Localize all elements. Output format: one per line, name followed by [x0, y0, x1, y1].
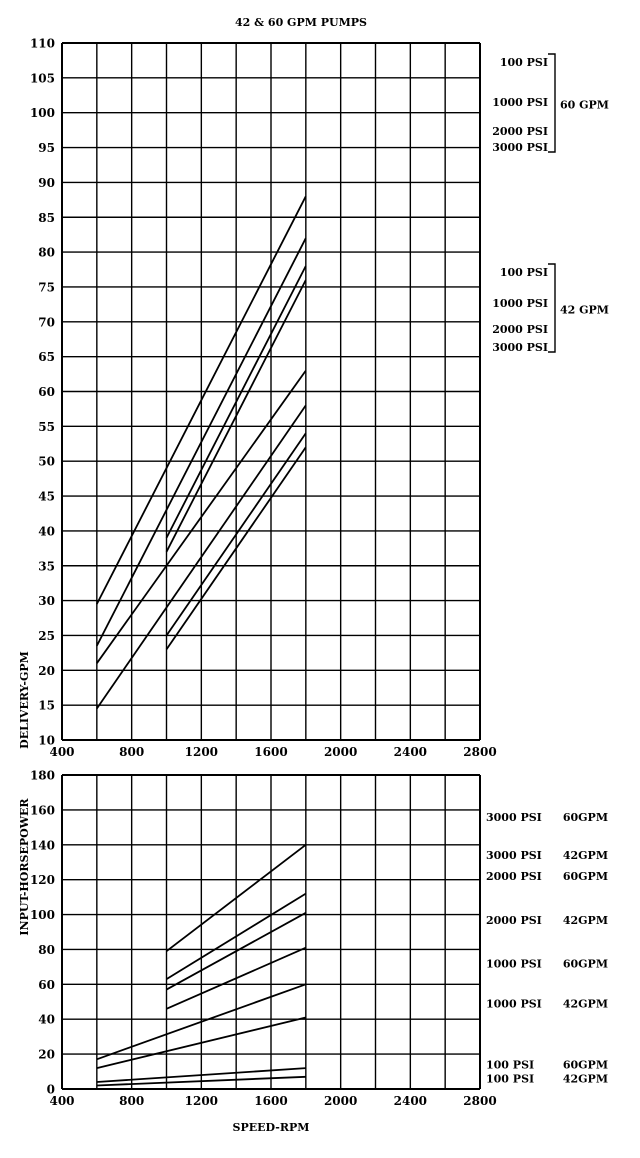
y-tick-label: 100	[29, 106, 55, 121]
legend-group-label: 42 GPM	[560, 303, 609, 317]
y-tick-label: 60	[38, 977, 55, 992]
x-tick-label: 1200	[184, 745, 219, 759]
legend-gpm-label: 60GPM	[562, 957, 608, 971]
y-tick-label: 120	[29, 873, 55, 888]
legend-gpm-label: 42GPM	[562, 913, 608, 927]
legend-psi-label: 1000 PSI	[492, 297, 548, 310]
legend-psi-label: 3000 PSI	[492, 341, 548, 354]
x-tick-label: 400	[49, 1094, 75, 1108]
legend-psi-label: 1000 PSI	[486, 957, 542, 971]
x-tick-label: 400	[49, 745, 75, 759]
y-tick-label: 45	[38, 489, 55, 504]
horsepower-legend	[486, 811, 608, 1086]
y-tick-label: 80	[38, 942, 55, 957]
chart-title: 42 & 60 GPM PUMPS	[235, 16, 367, 29]
delivery-plot	[18, 37, 609, 760]
legend-psi-label: 100 PSI	[499, 56, 548, 69]
delivery-y-ticks	[30, 37, 55, 748]
horsepower-y-axis-label: INPUT-HORSEPOWER	[18, 798, 31, 936]
x-tick-label: 2400	[393, 745, 428, 759]
legend-psi-label: 100 PSI	[486, 1072, 535, 1086]
legend-gpm-label: 60GPM	[562, 870, 608, 884]
legend-gpm-label: 42GPM	[562, 849, 608, 863]
delivery-grid	[62, 43, 480, 740]
y-tick-label: 140	[29, 838, 55, 853]
x-tick-label: 2000	[323, 1094, 358, 1108]
y-tick-label: 85	[38, 210, 55, 225]
y-tick-label: 95	[38, 141, 55, 156]
y-tick-label: 35	[38, 559, 55, 574]
legend-psi-label: 1000 PSI	[486, 997, 542, 1011]
y-tick-label: 60	[38, 385, 55, 399]
y-tick-label: 50	[38, 454, 55, 469]
legend-gpm-label: 42GPM	[562, 997, 608, 1011]
legend-psi-label: 2000 PSI	[486, 913, 542, 927]
y-tick-label: 80	[38, 245, 55, 260]
y-tick-label: 105	[29, 71, 55, 86]
y-tick-label: 40	[38, 1012, 55, 1027]
legend-psi-label: 2000 PSI	[486, 870, 542, 884]
y-tick-label: 40	[38, 524, 55, 539]
horsepower-plot	[18, 769, 608, 1135]
x-tick-label: 800	[119, 1094, 145, 1108]
y-tick-label: 65	[38, 350, 55, 365]
legend-gpm-label: 60GPM	[562, 1058, 608, 1072]
y-tick-label: 15	[38, 698, 55, 713]
y-tick-label: 20	[38, 663, 55, 678]
horsepower-x-ticks	[49, 1094, 496, 1108]
legend-psi-label: 1000 PSI	[492, 96, 548, 109]
legend-psi-label: 2000 PSI	[492, 323, 548, 336]
x-tick-label: 800	[119, 745, 145, 759]
horsepower-y-ticks	[30, 769, 55, 1097]
y-tick-label: 25	[38, 628, 55, 643]
y-tick-label: 110	[29, 36, 55, 51]
legend-psi-label: 3000 PSI	[486, 849, 542, 863]
y-tick-label: 55	[38, 419, 55, 434]
y-tick-label: 90	[38, 175, 55, 190]
legend-gpm-label: 42GPM	[562, 1072, 608, 1086]
legend-gpm-label: 60GPM	[562, 810, 608, 824]
y-tick-label: 160	[29, 803, 55, 818]
legend-group-label: 60 GPM	[560, 98, 609, 112]
x-tick-label: 1600	[254, 745, 288, 759]
legend-psi-label: 3000 PSI	[492, 141, 548, 154]
y-tick-label: 0	[46, 1082, 55, 1097]
y-tick-label: 180	[29, 768, 55, 783]
y-tick-label: 75	[38, 280, 55, 295]
y-tick-label: 20	[38, 1047, 55, 1062]
legend-psi-label: 100 PSI	[499, 266, 548, 279]
legend-psi-label: 3000 PSI	[486, 810, 542, 824]
delivery-y-axis-label: DELIVERY-GPM	[18, 651, 31, 749]
x-tick-label: 2800	[463, 745, 497, 759]
x-tick-label: 2400	[393, 1094, 428, 1108]
x-tick-label: 2000	[323, 745, 358, 759]
legend-bracket	[548, 54, 555, 152]
delivery-legend	[492, 54, 609, 354]
x-tick-label: 2800	[463, 1094, 497, 1108]
y-tick-label: 30	[38, 594, 55, 609]
legend-psi-label: 2000 PSI	[492, 125, 548, 138]
y-tick-label: 100	[29, 908, 55, 923]
legend-bracket	[548, 264, 555, 352]
x-tick-label: 1200	[184, 1094, 219, 1108]
y-tick-label: 70	[38, 315, 55, 330]
x-axis-label: SPEED-RPM	[232, 1121, 310, 1134]
y-tick-label: 10	[38, 733, 55, 748]
legend-psi-label: 100 PSI	[486, 1058, 535, 1072]
delivery-x-ticks	[49, 745, 496, 759]
x-tick-label: 1600	[254, 1094, 288, 1108]
